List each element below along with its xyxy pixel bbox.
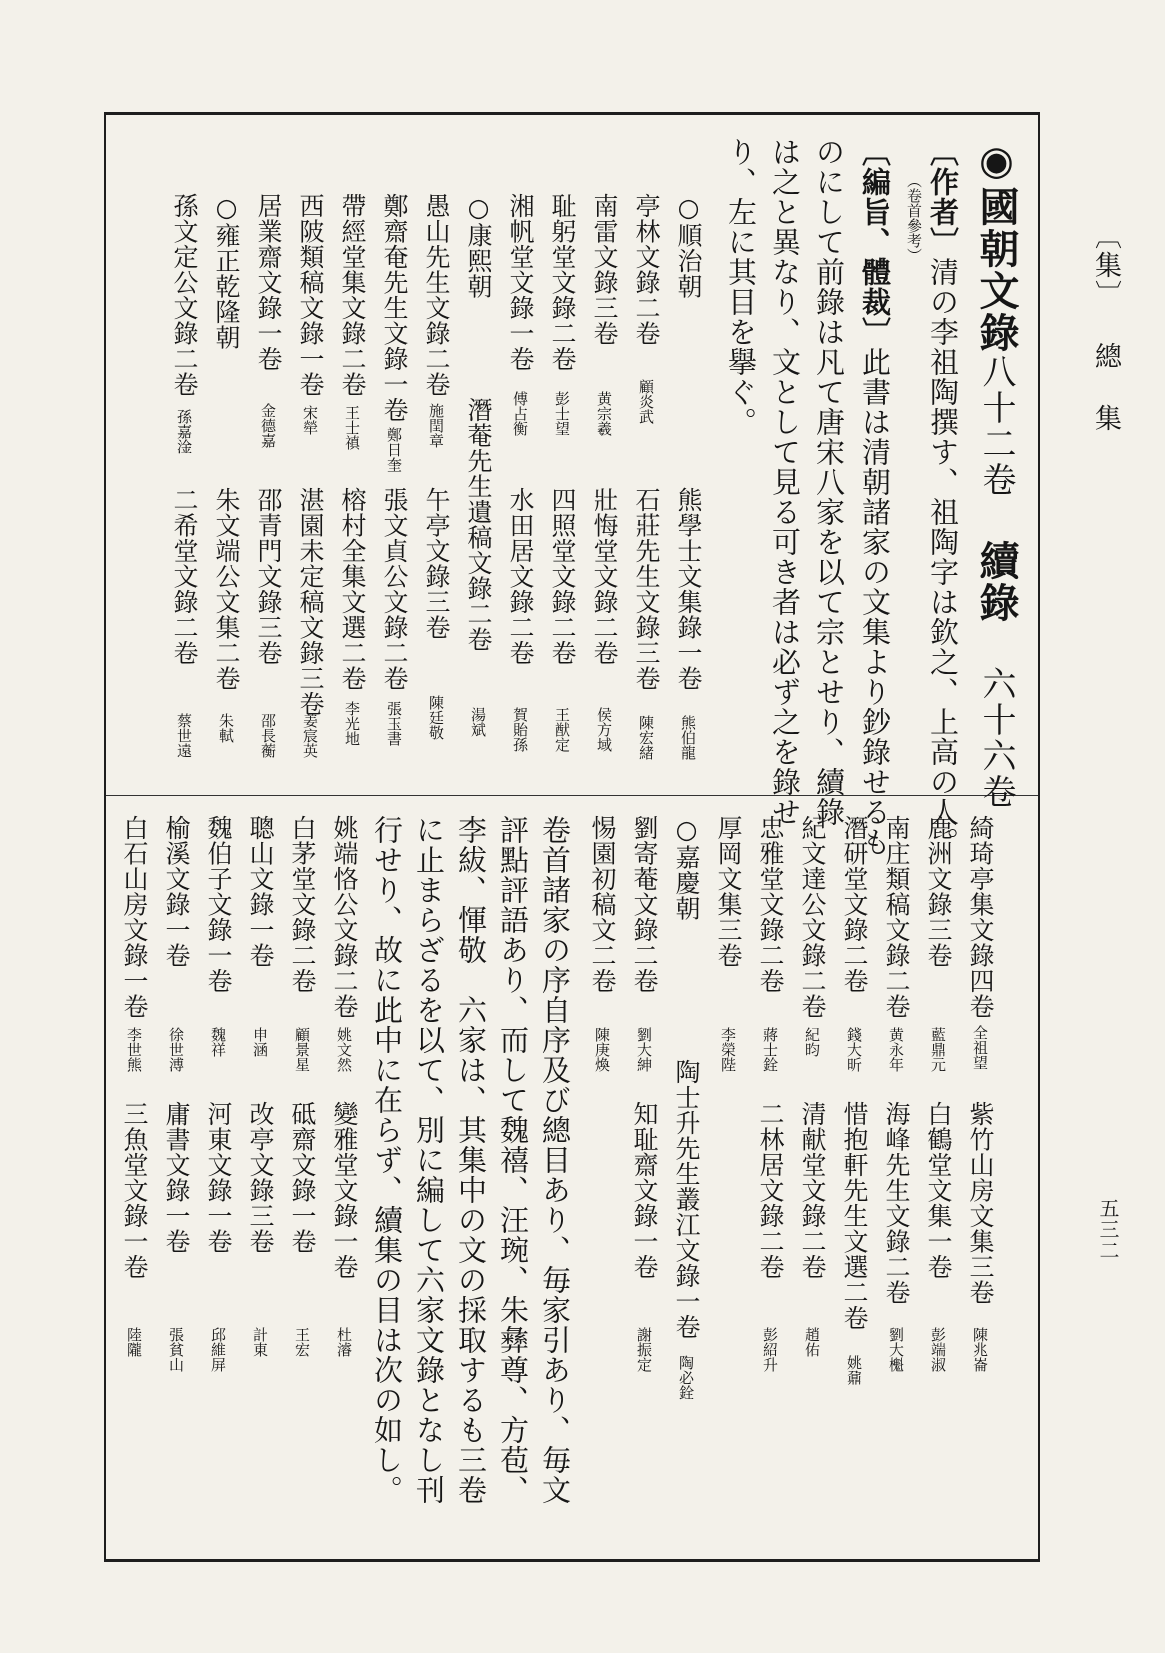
lower2-left-0: 姚端恪公文錄二卷 <box>330 815 359 1019</box>
lower-left-5: 忠雅堂文錄二卷 <box>756 815 785 994</box>
lower-author-left-4: 紀昀 <box>803 1027 821 1057</box>
lower2-author-right-2: 計東 <box>251 1327 269 1357</box>
upper-left-7: 鄭齋奄先生文錄一卷 <box>380 193 409 423</box>
lower2-author-right-0: 杜濬 <box>335 1327 353 1357</box>
editorial-line-3: は之と異なり、文として見る可き者は必ず之を錄せ <box>768 137 802 827</box>
lower-right-3: 惜抱軒先生文選二卷 <box>840 1101 869 1331</box>
title-sequel: 續錄 <box>973 540 1020 624</box>
author-tag: 〔作者〕 <box>926 137 960 257</box>
upper-author-left-6: 施閏章 <box>427 403 445 448</box>
upper-author-left-8: 王士禛 <box>343 405 361 450</box>
upper-author-right-7: 張玉書 <box>385 701 403 746</box>
lower2-right-0: 變雅堂文錄一卷 <box>330 1101 359 1280</box>
lower2-right-3: 河東文錄一卷 <box>204 1101 233 1254</box>
prose-line-3: に止まらざるを以て、別に編して六家文錄となし刊 <box>412 815 446 1505</box>
prose-line-1: 評點評語あり、而して魏禧、汪琬、朱彝尊、方苞、 <box>496 815 530 1505</box>
lower-author-left-8: 劉大紳 <box>635 1027 653 1072</box>
lower-right-4: 清献堂文錄二卷 <box>798 1101 827 1280</box>
upper-author-right-10: 邵長蘅 <box>259 713 277 758</box>
lower2-left-5: 白石山房文錄一卷 <box>120 815 149 1019</box>
editorial-tag: 〔編旨、體裁〕 <box>858 137 892 347</box>
prose-line-4: 行せり、故に此中に在らず、續集の目は次の如し。 <box>370 815 404 1505</box>
lower2-author-right-4: 張貧山 <box>167 1327 185 1372</box>
lower-author-right-7: 陶必銓 <box>677 1355 695 1400</box>
upper-author-right-0: 熊伯龍 <box>679 715 697 760</box>
lower-author-left-2: 黄永年 <box>887 1027 905 1072</box>
upper-left-1: 亭林文錄二卷 <box>632 193 661 346</box>
upper-left-10: 居業齋文錄一卷 <box>254 193 283 372</box>
lower2-author-left-1: 顧景星 <box>293 1027 311 1072</box>
lower-author-left-0: 全祖望 <box>971 1025 989 1070</box>
lower2-author-left-2: 申涵 <box>251 1027 269 1057</box>
lower2-author-right-5: 陸隴 <box>125 1327 143 1357</box>
lower-author-right-4: 趙佑 <box>803 1327 821 1357</box>
lower2-author-left-0: 姚文然 <box>335 1027 353 1072</box>
title-main: 國朝文錄 <box>973 186 1020 354</box>
upper-author-right-1: 陳宏緒 <box>637 715 655 760</box>
upper-author-right-4: 賀貽孫 <box>511 707 529 752</box>
upper-right-1: 石莊先生文錄三卷 <box>632 487 661 691</box>
lower-right-2: 海峰先生文錄二卷 <box>882 1101 911 1305</box>
page-number: 五三二 <box>1096 1198 1120 1261</box>
entry-title <box>973 137 1020 810</box>
upper-right-11: 朱文端公文集二卷 <box>212 487 241 691</box>
upper-right-9: 湛園未定稿文錄三卷 <box>296 487 325 717</box>
lower-left-3: 潛研堂文錄二卷 <box>840 815 869 994</box>
lower-left-6: 厚岡文集三卷 <box>714 815 743 968</box>
lower-author-right-5: 彭紹升 <box>761 1327 779 1372</box>
lower2-left-1: 白茅堂文錄二卷 <box>288 815 317 994</box>
upper-left-3: 耻躬堂文錄二卷 <box>548 193 577 372</box>
lower-author-right-8: 謝振定 <box>635 1327 653 1372</box>
lower-right-7: 陶士升先生叢江文錄一卷 <box>672 1059 701 1340</box>
upper-left-12: 孫文定公文錄二卷 <box>170 193 199 397</box>
lower2-right-2: 改亭文錄三卷 <box>246 1101 275 1254</box>
lower-author-right-1: 彭端淑 <box>929 1327 947 1372</box>
lower-author-right-0: 陳兆崙 <box>971 1327 989 1372</box>
title-volumes: 八十二卷 <box>976 354 1016 498</box>
lower-left-2: 南庄類稿文錄二卷 <box>882 815 911 1019</box>
lower2-right-1: 砥齋文錄一卷 <box>288 1101 317 1254</box>
lower-left-9: 惕園初稿文二卷 <box>588 815 617 994</box>
upper-left-2: 南雷文錄三卷 <box>590 193 619 346</box>
upper-author-right-2: 侯方域 <box>595 707 613 752</box>
lower2-right-5: 三魚堂文錄一卷 <box>120 1101 149 1280</box>
author-text: 清の李祖陶撰す、祖陶字は欽之、上高の人。 <box>926 257 960 857</box>
lower-right-1: 白鶴堂文集一卷 <box>924 1101 953 1280</box>
lower-left-1: 鹿洲文錄三卷 <box>924 815 953 968</box>
upper-author-left-7: 鄭日奎 <box>385 427 403 472</box>
upper-left-6: 愚山先生文錄二卷 <box>422 193 451 397</box>
lower-right-0: 紫竹山房文集三卷 <box>966 1101 995 1305</box>
prose-line-2: 李紱、惲敬 六家は、其集中の文の採取するも三卷 <box>454 815 488 1505</box>
upper-author-left-3: 彭士望 <box>553 391 571 436</box>
lower-author-left-3: 錢大昕 <box>845 1027 863 1072</box>
lower2-author-right-1: 王宏 <box>293 1327 311 1357</box>
lower2-author-left-3: 魏祥 <box>209 1027 227 1057</box>
section-divider <box>106 795 1038 796</box>
lower-author-left-9: 陳庚煥 <box>593 1027 611 1072</box>
lower-author-left-6: 李榮陛 <box>719 1027 737 1072</box>
lower-author-left-1: 藍鼎元 <box>929 1027 947 1072</box>
lower2-author-right-3: 邱維屏 <box>209 1327 227 1372</box>
editorial-line-4: り、左に其目を擧ぐ。 <box>724 137 758 437</box>
upper-author-left-10: 金德嘉 <box>259 403 277 448</box>
lower2-author-left-4: 徐世溥 <box>167 1027 185 1072</box>
upper-right-6: 午亭文錄三卷 <box>422 487 451 640</box>
lower-left-4: 紀文達公文錄二卷 <box>798 815 827 1019</box>
upper-right-12: 二希堂文錄二卷 <box>170 487 199 666</box>
lower2-right-4: 庸書文錄一卷 <box>162 1101 191 1254</box>
lower2-left-3: 魏伯子文錄一卷 <box>204 815 233 994</box>
prose-line-0: 卷首諸家の序自序及び總目あり、毎家引あり、毎文 <box>538 815 572 1505</box>
upper-right-5: 潛菴先生遺稿文錄二卷 <box>464 397 493 652</box>
upper-left-4: 湘帆堂文錄一卷 <box>506 193 535 372</box>
upper-right-3: 四照堂文錄二卷 <box>548 487 577 666</box>
upper-author-right-5: 湯斌 <box>469 707 487 737</box>
upper-author-right-8: 李光地 <box>343 701 361 746</box>
upper-author-left-2: 黄宗羲 <box>595 391 613 436</box>
lower-author-left-5: 蔣士銓 <box>761 1027 779 1072</box>
upper-left-9: 西陂類稿文錄一卷 <box>296 193 325 397</box>
upper-author-right-12: 蔡世遠 <box>175 713 193 758</box>
upper-author-left-9: 宋犖 <box>301 405 319 435</box>
upper-right-4: 水田居文錄二卷 <box>506 487 535 666</box>
upper-author-right-11: 朱軾 <box>217 713 235 743</box>
upper-right-0: 熊學士文集錄一卷 <box>674 487 703 691</box>
lower2-author-left-5: 李世熊 <box>125 1027 143 1072</box>
upper-right-2: 壯悔堂文錄二卷 <box>590 487 619 666</box>
lower-left-7: ○嘉慶朝 <box>672 815 701 921</box>
upper-author-left-12: 孫嘉淦 <box>175 409 193 454</box>
lower2-left-4: 榆溪文錄一卷 <box>162 815 191 968</box>
reference-note: （卷首參考） <box>905 173 923 263</box>
upper-left-8: 帶經堂集文錄二卷 <box>338 193 367 397</box>
upper-author-left-4: 傅占衡 <box>511 391 529 436</box>
upper-author-right-3: 王猷定 <box>553 707 571 752</box>
lower-right-8: 知耻齋文錄一卷 <box>630 1101 659 1280</box>
category-header: 〔集〕 總 集 <box>1090 222 1121 433</box>
bullet-icon: ◉ <box>973 137 1020 186</box>
editorial-line-1: 〔編旨、體裁〕此書は清朝諸家の文集より鈔錄せるも <box>858 137 892 857</box>
text-frame <box>104 112 1040 1562</box>
upper-right-8: 榕村全集文選二卷 <box>338 487 367 691</box>
lower-author-right-2: 劉大櫆 <box>887 1327 905 1372</box>
lower-left-8: 劉寄菴文錄二卷 <box>630 815 659 994</box>
upper-right-10: 邵青門文錄三卷 <box>254 487 283 666</box>
upper-left-5: ○康熙朝 <box>464 193 493 299</box>
upper-author-left-1: 顧炎武 <box>637 379 655 424</box>
author-line <box>926 137 960 857</box>
sequel-volumes: 六十六卷 <box>976 666 1016 810</box>
upper-left-0: ○順治朝 <box>674 193 703 299</box>
lower2-left-2: 聰山文錄一卷 <box>246 815 275 968</box>
editorial-line-2: のにして前錄は凡て唐宋八家を以て宗とせり、續錄 <box>812 137 846 827</box>
upper-author-right-6: 陳廷敬 <box>427 695 445 740</box>
lower-right-5: 二林居文錄二卷 <box>756 1101 785 1280</box>
lower-left-0: 綺琦亭集文錄四卷 <box>966 815 995 1019</box>
upper-right-7: 張文貞公文錄二卷 <box>380 487 409 691</box>
upper-left-11: ○雍正乾隆朝 <box>212 193 241 350</box>
upper-author-right-9: 姜宸英 <box>301 713 319 758</box>
lower-author-right-3: 姚鼐 <box>845 1355 863 1385</box>
